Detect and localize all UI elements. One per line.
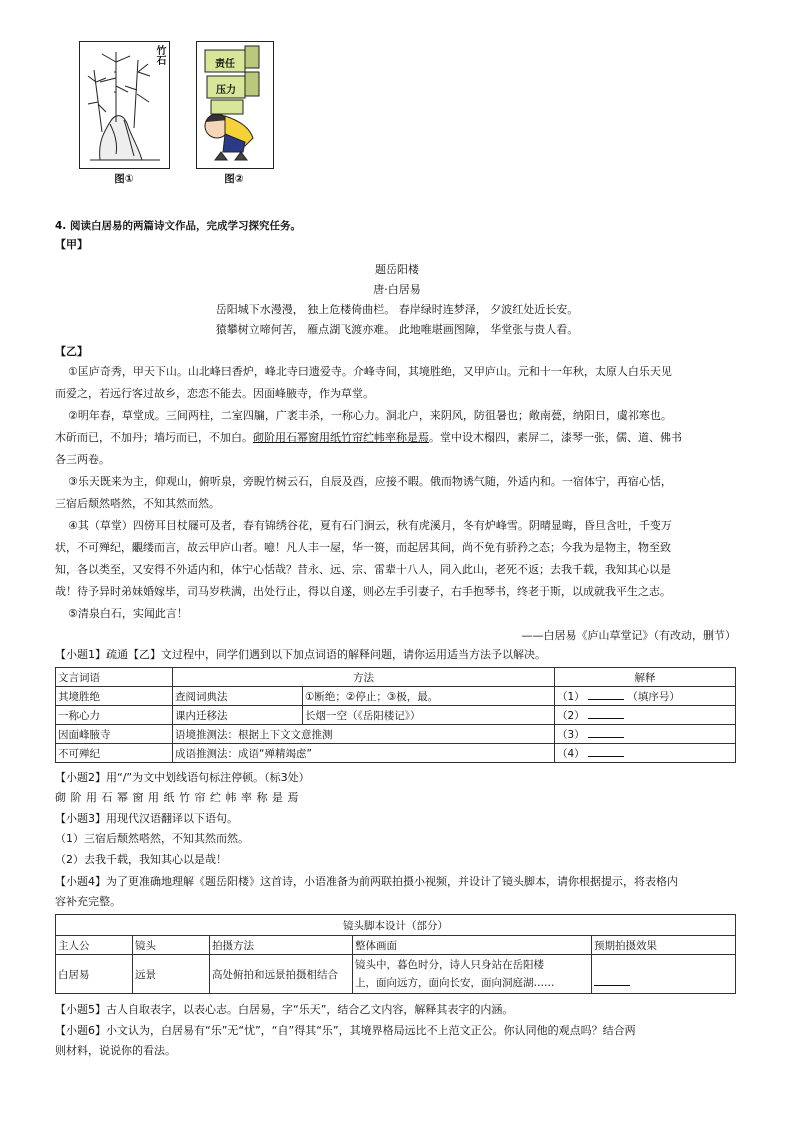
sub2-sentence[interactable]: 砌 阶 用 石 幂 窗 用 纸 竹 帘 纻 帏 率 称 是 焉: [55, 791, 299, 804]
passage-p3-line2: 三宿后颓然嗒然，不知其然而然。: [55, 497, 220, 510]
header-method: 方法: [173, 668, 555, 687]
box-label-responsibility: 责任: [215, 59, 235, 70]
passage-p4-line2: 状，不可殚纪，覼缕而言，故云甲庐山者。噫！凡人丰一屋，华一篑，而起居其间，尚不免有骄矜之态；今我为是物主，物至致: [55, 541, 671, 554]
passage-p5: ⑤清泉白石，实闻此言！: [68, 607, 188, 620]
cell-hero: 白居易: [56, 955, 133, 994]
row-word: 其境胜绝: [56, 687, 173, 706]
row-answer[interactable]: （1） （填序号）: [555, 687, 736, 706]
script-table-title: 镜头脚本设计（部分）: [56, 915, 736, 936]
poem-line-1: 岳阳城下水漫漫， 独上危楼倚曲栏。 春岸绿时连梦泽， 夕波红处近长安。: [215, 303, 579, 316]
sub6-prompt-line1: 【小题6】小文认为，白居易有“乐”无“忧”，“自”得其“乐”，其境界格局远比不上范文正公。你认同他的观点吗？结合两: [55, 1024, 636, 1037]
sub4-prompt-line1: 【小题4】为了更准确地理解《题岳阳楼》这首诗，小语准备为前两联拍摄小视频，并设计了镜头脚本，请你根据提示，将表格内: [55, 875, 678, 888]
row-answer[interactable]: （3）: [555, 725, 736, 744]
row-answer[interactable]: （4）: [555, 744, 736, 763]
figure-bamboo-rock: [79, 41, 170, 169]
sub1-prompt: 【小题1】疏通【乙】文过程中，同学们遇到以下加点词语的解释问题，请你运用适当方法予以解决。: [55, 648, 546, 661]
underlined-sentence: 砌阶用石幂窗用纸竹帘纻帏率称是焉: [253, 431, 429, 444]
row-method: 查阅词典法: [173, 687, 303, 706]
sub3-item-1: （1）三宿后颓然嗒然，不知其然而然。: [55, 832, 249, 845]
row-method: 语境推测法：根据上下文文意推测: [173, 725, 555, 744]
passage-p1-line1: ①匡庐奇秀，甲天下山。山北峰曰香炉，峰北寺曰遗爱寺。介峰寺间，其境胜绝，又甲庐山。元和十一年秋，太原人白乐天见: [68, 365, 672, 378]
passage-p4-line1: ④其（草堂）四傍耳目杖屦可及者，春有锦绣谷花，夏有石门涧云，秋有虎溪月，冬有炉峰雪。阴晴显晦，昏旦含吐，千变万: [68, 519, 672, 532]
table-row: [56, 744, 736, 763]
sub4-prompt-line2: 容补充完整。: [55, 895, 121, 908]
passage-p2-line1: ②明年春，草堂成。三间两柱，二室四牖，广袤丰杀，一称心力。洞北户，来阴风，防徂暑也；敞南甍，纳阳日，虞祁寒也。: [68, 409, 672, 422]
sub6-prompt-line2: 则材料，说说你的看法。: [55, 1044, 176, 1057]
poem-author: 唐·白居易: [373, 283, 421, 296]
figure-burden-person: [196, 41, 274, 169]
row-word: 因面峰腋寺: [56, 725, 173, 744]
table-row: [56, 955, 736, 994]
passage-p4-line3: 知，各以类至，又安得不外适内和，体宁心恬哉？昔永、远、宗、雷辈十八人，同入此山，老死不返；去我千载，我知其心以是: [55, 563, 671, 576]
poem-title: 题岳阳楼: [375, 263, 419, 276]
row-detail: ①断绝；②停止；③极，最。: [303, 687, 555, 706]
box-label-pressure: 压力: [216, 85, 236, 96]
passage-source: ——白居易《庐山草堂记》（有改动，删节）: [521, 629, 736, 642]
row-method: 课内迁移法: [173, 706, 303, 725]
answer-blank[interactable]: [588, 689, 624, 700]
yi-label: 【乙】: [55, 345, 88, 358]
scene-line-1: 镜头中，暮色时分，诗人只身站在岳阳楼: [355, 959, 544, 971]
passage-p2-line3: 各三两卷。: [55, 453, 110, 466]
passage-p3-line1: ③乐天既来为主，仰观山，俯听泉，旁睨竹树云石，自辰及酉，应接不暇。俄而物诱气随，外适内和。一宿体宁，再宿心恬，: [68, 475, 672, 488]
passage-p2-line2: [55, 429, 682, 447]
header-effect: 预期拍摄效果: [592, 936, 736, 955]
figure2-caption: 图②: [224, 173, 244, 185]
sub4-table: [55, 914, 736, 994]
sub2-prompt: 【小题2】用“/”为文中划线语句标注停顿。（标3处）: [55, 771, 310, 784]
row-method: 成语推测法：成语“殚精竭虑”: [173, 744, 555, 763]
sub5-prompt: 【小题5】古人自取表字，以表心志。白居易，字“乐天”，结合乙文内容，解释其表字的内涵。: [55, 1003, 514, 1016]
effect-answer-blank[interactable]: [594, 975, 630, 986]
sub1-header-row: [56, 668, 736, 687]
header-shot: 镜头: [133, 936, 210, 955]
passage-p2-text: 木斫而已，不加丹；墙圬而已，不加白。: [55, 431, 253, 444]
sub4-header-row: [56, 936, 736, 955]
answer-blank[interactable]: [588, 708, 624, 719]
answer-blank[interactable]: [588, 746, 624, 757]
passage-p4-line4: 哉！待予异时弟妹婚嫁毕，司马岁秩满，出处行止，得以自遂，则必左手引妻子，右手抱琴书，终老于斯，以成就我平生之志。: [55, 585, 671, 598]
header-method: 拍摄方法: [210, 936, 353, 955]
passage-p2-text-tail: 。堂中设木榻四，素屏二，漆琴一张，儒、道、佛书: [429, 431, 682, 444]
sub3-prompt: 【小题3】用现代汉语翻译以下语句。: [55, 812, 238, 825]
cell-shot: 远景: [133, 955, 210, 994]
header-scene: 整体画面: [353, 936, 592, 955]
question-title: 4. 阅读白居易的两篇诗文作品，完成学习探究任务。: [55, 220, 301, 232]
header-word: 文言词语: [56, 668, 173, 687]
scene-line-2: 上，面向远方，面向长安，面向洞庭湖……: [355, 977, 555, 989]
table-row: [56, 706, 736, 725]
sub4-title-row: [56, 915, 736, 936]
cell-effect[interactable]: [592, 955, 736, 994]
passage-p1-line2: 而爱之，若远行客过故乡，恋恋不能去。因面峰腋寺，作为草堂。: [55, 387, 374, 400]
row-word: 不可殚纪: [56, 744, 173, 763]
figure1-caption: 图①: [114, 173, 134, 185]
poem-line-2: 猿攀树立啼何苦， 雁点湖飞渡亦难。 此地唯堪画图障， 华堂张与贵人看。: [215, 323, 579, 336]
header-explain: 解释: [555, 668, 736, 687]
row-detail: 长烟一空（《岳阳楼记》）: [303, 706, 555, 725]
header-hero: 主人公: [56, 936, 133, 955]
row-answer[interactable]: （2）: [555, 706, 736, 725]
table-row: [56, 687, 736, 706]
answer-blank[interactable]: [588, 727, 624, 738]
cell-scene: [353, 955, 592, 994]
table-row: [56, 725, 736, 744]
sub3-item-2: （2）去我千载，我知其心以是哉！: [55, 853, 227, 866]
sub1-table: [55, 667, 736, 763]
jia-label: 【甲】: [55, 238, 88, 251]
cell-method: 高处俯拍和远景拍摄相结合: [210, 955, 353, 994]
figure-title-vertical: 竹石: [154, 45, 165, 65]
row-word: 一称心力: [56, 706, 173, 725]
